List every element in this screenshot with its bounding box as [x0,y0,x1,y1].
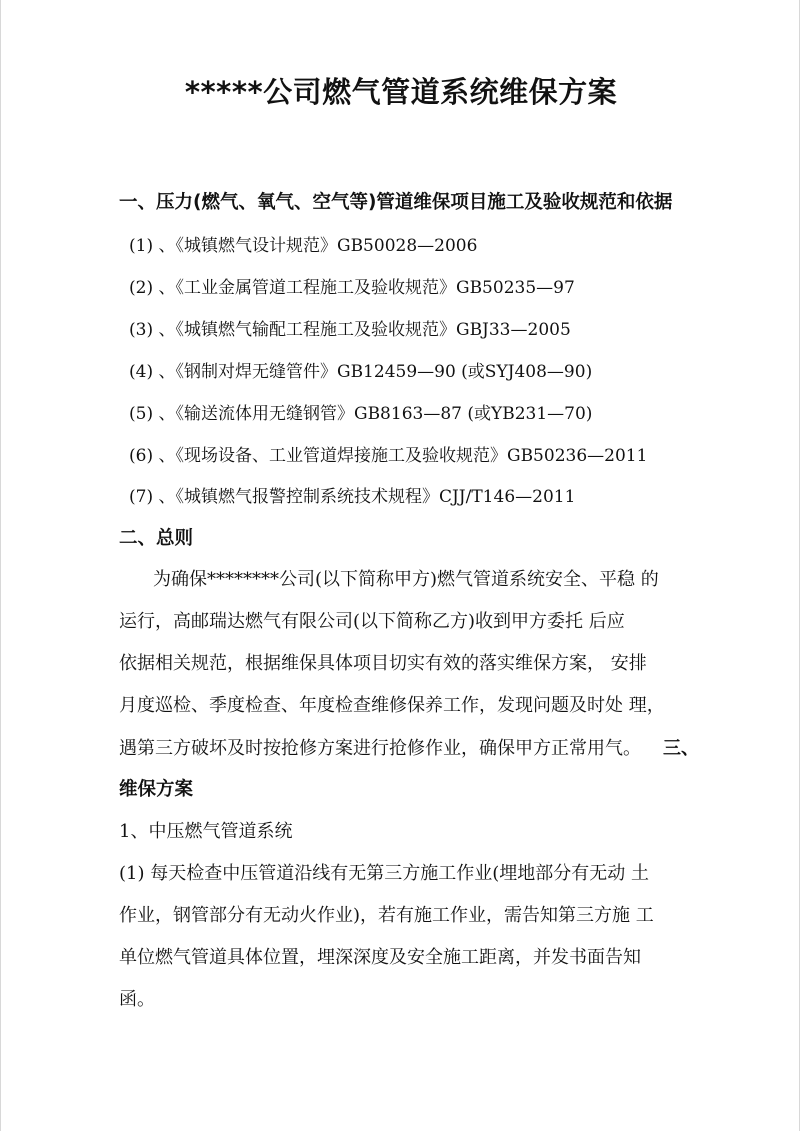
section3-number: 三、 [663,738,699,759]
paragraph-line: 运行，高邮瑞达燃气有限公司(以下简称乙方)收到甲方委托 后应 [119,611,625,632]
paragraph-line-with-heading [119,735,699,763]
paragraph-line: 依据相关规范，根据维保具体项目切实有效的落实维保方案， 安排 [119,653,647,674]
paragraph-line-text: 遇第三方破坏及时按抢修方案进行抢修作业，确保甲方正常用气。 [119,738,641,759]
section3-heading: 维保方案 [119,779,194,800]
paragraph-line: 月度巡检、季度检查、年度检查维修保养工作，发现问题及时处 理， [119,695,665,716]
paragraph-line: 单位燃气管道具体位置，埋深深度及安全施工距离，并发书面告知 [119,947,641,968]
section1-heading: 一、压力(燃气、氧气、空气等)管道维保项目施工及验收规范和依据 [119,192,673,213]
paragraph-line: 作业，钢管部分有无动火作业)，若有施工作业，需告知第三方施 工 [119,905,654,926]
reference-item: (6) 、《现场设备、工业管道焊接施工及验收规范》GB50236—2011 [129,446,648,466]
paragraph-line: 函。 [119,989,155,1010]
paragraph-line: 为确保********公司(以下简称甲方)燃气管道系统安全、平稳 的 [153,569,659,590]
reference-item: (2) 、《工业金属管道工程施工及验收规范》GB50235—97 [129,278,575,298]
section2-heading: 二、总则 [119,528,194,549]
document-title: *****公司燃气管道系统维保方案 [184,75,618,109]
reference-item: (5) 、《输送流体用无缝钢管》GB8163—87 (或YB231—70) [129,404,593,424]
subsection-heading: 1、中压燃气管道系统 [119,821,293,842]
paragraph-line: (1) 每天检查中压管道沿线有无第三方施工作业(埋地部分有无动 土 [119,863,649,884]
reference-item: (1) 、《城镇燃气设计规范》GB50028—2006 [129,236,478,256]
reference-item: (4) 、《钢制对焊无缝管件》GB12459—90 (或SYJ408—90) [129,362,593,382]
reference-item: (3) 、《城镇燃气输配工程施工及验收规范》GBJ33—2005 [129,320,571,340]
reference-item: (7) 、《城镇燃气报警控制系统技术规程》CJJ/T146—2011 [129,487,576,507]
